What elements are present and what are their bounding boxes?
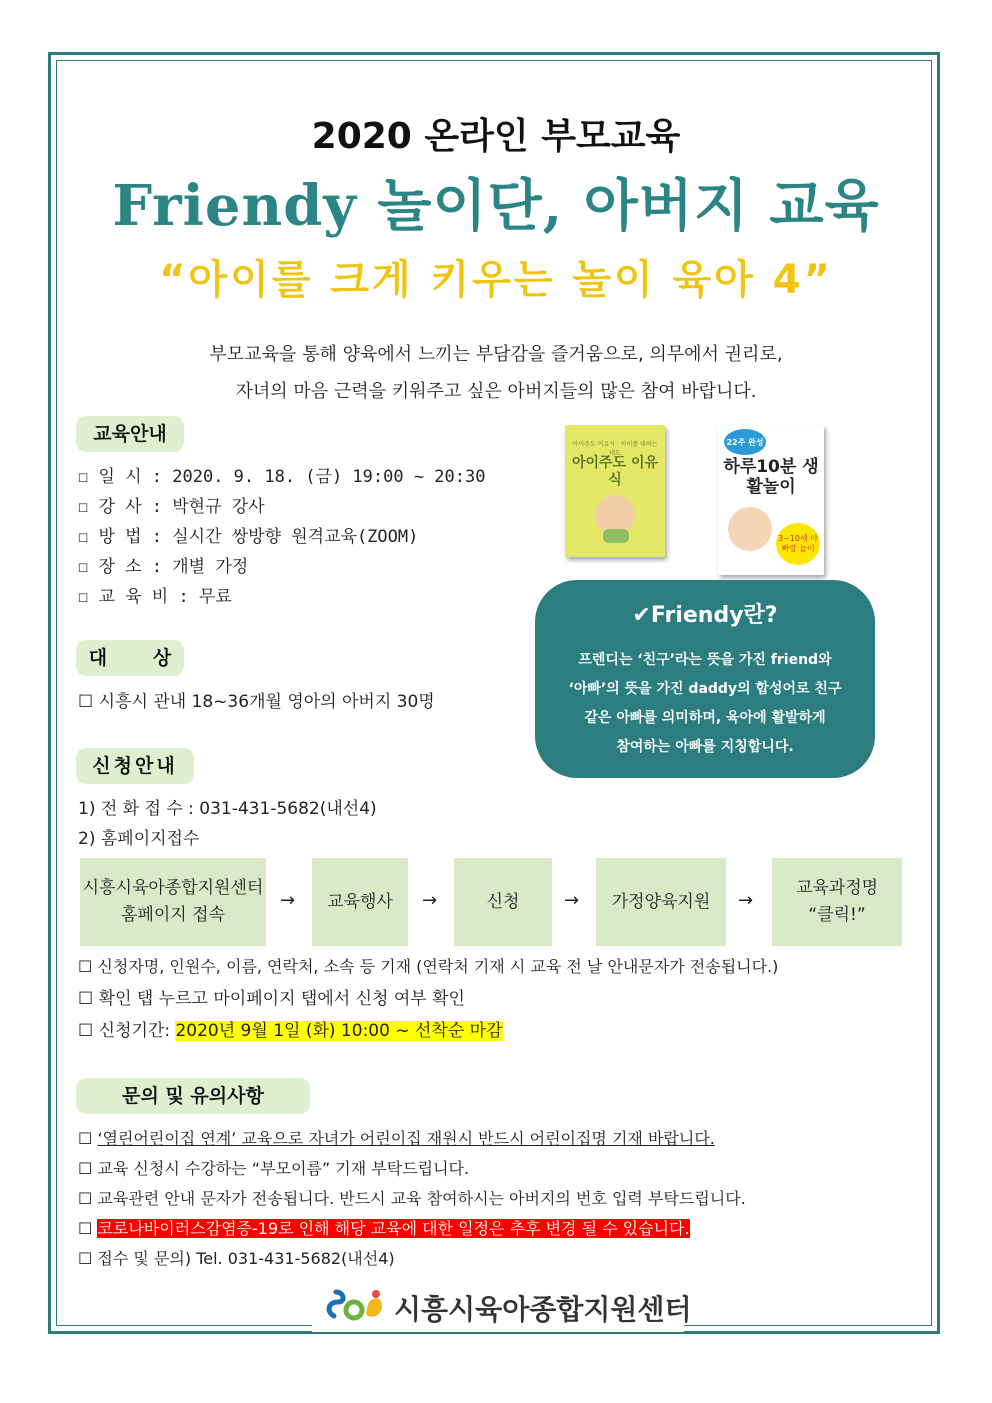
- notice-item-4-text: 코로나바이러스감염증-19로 인해 해당 교육에 대한 일정은 추후 변경 될 수 있습니다.: [97, 1219, 690, 1238]
- flow-step-3-label: 신청: [486, 891, 520, 912]
- intro-line-2: 자녀의 마음 근력을 키워주고 싶은 아버지들의 많은 참여 바랍니다.: [235, 381, 757, 402]
- apply-note-1: ☐ 신청자명, 인원수, 이름, 연락처, 소속 등 기재 (연락처 기재 시 교육 전 날 안내문자가 전송됩니다.): [78, 957, 779, 976]
- book-cover-baby-led-weaning: [565, 425, 665, 557]
- edu-item-method: ☐ 방 법 : 실시간 쌍방향 원격교육(ZOOM): [78, 527, 419, 547]
- notice-item-1: [78, 1126, 715, 1149]
- bubble-text: [553, 646, 857, 762]
- flow-step-3: [454, 858, 552, 946]
- book1-small-text: 아이주도 이유식 · 아이를 대하는 태도: [572, 441, 658, 457]
- apply-homepage: 2) 홈페이지접수: [78, 829, 200, 849]
- target-item: ☐ 시흥시 관내 18~36개월 영아의 아버지 30명: [78, 692, 435, 712]
- flow-step-1: [80, 858, 266, 946]
- footer-org-name: 시흥시육아종합지원센터: [394, 1293, 692, 1326]
- section-heading-education: 교육안내: [76, 416, 184, 452]
- notice-item-2: ☐ 교육 신청시 수강하는 “부모이름” 기재 부탁드립니다.: [78, 1159, 470, 1178]
- bubble-title: ✔Friendy란?: [632, 603, 778, 628]
- bubble-line-1: 프렌디는 ‘친구’라는 뜻을 가진 friend와: [578, 652, 832, 668]
- book2-sub: 3~10세 아빠랑 놀이: [776, 523, 820, 565]
- edu-item-instructor: ☐ 강 사 : 박현규 강사: [78, 497, 265, 517]
- flow-step-5-line2: “클릭!”: [808, 905, 866, 925]
- notice-item-5: ☐ 접수 및 문의) Tel. 031-431-5682(내선4): [78, 1249, 395, 1268]
- bubble-line-3: 같은 아빠를 의미하며, 육아에 활발하게: [584, 710, 826, 726]
- section-heading-target: 대 상: [76, 640, 184, 676]
- notice-item-4: [78, 1216, 690, 1239]
- book1-title: 아이주도 이유식: [571, 455, 659, 488]
- flow-step-4: [596, 858, 726, 946]
- flow-arrow-1: →: [280, 890, 296, 911]
- bubble-line-4: 참여하는 아빠를 지칭합니다.: [616, 739, 794, 755]
- flow-step-2: [312, 858, 408, 946]
- intro-line-1: 부모교육을 통해 양육에서 느끼는 부담감을 즐거움으로, 의무에서 권리로,: [209, 344, 783, 365]
- apply-note-2: ☐ 확인 탭 누르고 마이페이지 탭에서 신청 여부 확인: [78, 989, 465, 1009]
- section-heading-apply: 신청안내: [76, 748, 194, 784]
- header-slogan: “아이를 크게 키우는 놀이 육아 4”: [159, 257, 833, 303]
- flow-arrow-3: →: [564, 890, 580, 911]
- bubble-line-2: ‘아빠’의 뜻을 가진 daddy의 합성어로 친구: [568, 681, 842, 697]
- flow-step-2-label: 교육행사: [327, 891, 393, 912]
- book2-badge: 22주 완성: [724, 429, 766, 455]
- flow-step-5-line1: 교육과정명: [795, 878, 879, 898]
- father-illustration: [728, 507, 772, 551]
- flow-step-5: [772, 858, 902, 946]
- checkbox-icon: ☐: [78, 1219, 93, 1238]
- section-heading-notice: 문의 및 유의사항: [76, 1078, 310, 1114]
- book2-title: 하루10분 생활놀이: [723, 457, 819, 497]
- flow-step-1-line2: 홈페이지 접속: [121, 905, 225, 925]
- center-logo-icon: [324, 1284, 388, 1328]
- edu-item-fee: ☐ 교 육 비 : 무료: [78, 587, 232, 607]
- header-main-title: Friendy 놀이단, 아버지 교육: [112, 173, 880, 239]
- flow-step-1-line1: 시흥시육아종합지원센터: [82, 878, 264, 898]
- apply-phone: 1) 전 화 접 수 : 031-431-5682(내선4): [78, 799, 377, 819]
- edu-item-place: ☐ 장 소 : 개별 가정: [78, 557, 249, 577]
- book-cover-daily-play: [718, 425, 824, 575]
- friendy-info-bubble: [535, 580, 875, 778]
- flow-arrow-4: →: [738, 890, 754, 911]
- notice-item-1-text: ‘열린어린이집 연계’ 교육으로 자녀가 어린이집 재원시 반드시 어린이집명 기재 바랍니다.: [97, 1129, 715, 1148]
- flow-step-4-label: 가정양육지원: [611, 891, 711, 912]
- checkbox-icon: ☐: [78, 1129, 93, 1148]
- apply-period: [78, 1016, 503, 1041]
- footer-logo-area: [312, 1280, 692, 1332]
- bowl-illustration: [603, 529, 629, 543]
- apply-period-label: ☐ 신청기간:: [78, 1021, 176, 1041]
- edu-item-date: ☐ 일 시 : 2020. 9. 18. (금) 19:00 ~ 20:30: [78, 467, 486, 487]
- header-line1: 2020 온라인 부모교육: [311, 116, 681, 157]
- flow-arrow-2: →: [422, 890, 438, 911]
- notice-item-3: ☐ 교육관련 안내 문자가 전송됩니다. 반드시 교육 참여하시는 아버지의 번호 입력 부탁드립니다.: [78, 1189, 746, 1208]
- apply-period-value: 2020년 9월 1일 (화) 10:00 ~ 선착순 마감: [175, 1021, 503, 1041]
